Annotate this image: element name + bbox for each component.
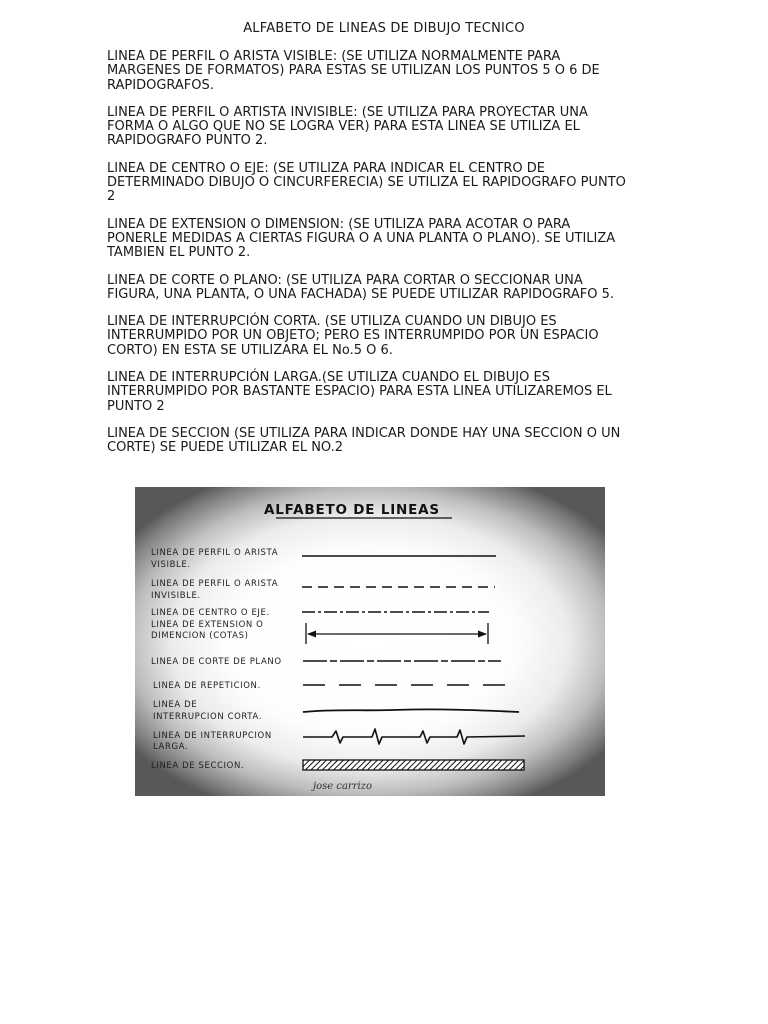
- label-dimension-line-2: DIMENCION (COTAS): [151, 631, 249, 641]
- label-hidden-line-1: LINEA DE PERFIL O ARISTA: [151, 579, 279, 589]
- paragraph-center-line: LINEA DE CENTRO O EJE: (SE UTILIZA PARA INDICAR EL CENTRO DE DETERMINADO DIBUJO O CINCURFERECIA) SE UTILIZA EL RAPIDOGRAFO PUNTO 2: [107, 160, 626, 205]
- figure-signature: jose carrizo: [313, 781, 372, 792]
- paragraph-long-break-line: LINEA DE INTERRUPCIÓN LARGA.(SE UTILIZA CUANDO EL DIBUJO ES INTERRUMPIDO POR BASTANTE ESPACIO) PARA ESTA LINEA UTILIZAREMOS EL PUNTO 2: [107, 370, 612, 414]
- label-long-break-line-1: LINEA DE INTERRUPCION: [153, 731, 272, 741]
- label-dimension-line-1: LINEA DE EXTENSION O: [151, 620, 264, 630]
- figure-title: ALFABETO DE LINEAS: [264, 502, 440, 518]
- paragraph-section-line: LINEA DE SECCION (SE UTILIZA PARA INDICAR DONDE HAY UNA SECCION O UN CORTE) SE PUEDE UTILIZAR EL NO.2: [107, 425, 621, 456]
- paragraph-short-break-line: LINEA DE INTERRUPCIÓN CORTA. (SE UTILIZA CUANDO UN DIBUJO ES INTERRUMPIDO POR UN OBJETO; PERO ES INTERRUMPIDO POR UN ESPACIO CORTO) EN ESTA SE UTILIZARA EL No.5 O 6.: [107, 314, 599, 358]
- sample-dimension-line: [306, 623, 488, 644]
- label-section-line: LINEA DE SECCION.: [151, 761, 245, 771]
- document-title: ALFABETO DE LINEAS DE DIBUJO TECNICO: [243, 21, 525, 36]
- sample-section-line: [303, 760, 524, 770]
- label-visible-line-2: VISIBLE.: [151, 560, 191, 570]
- line-alphabet-drawing: [135, 487, 605, 796]
- label-visible-line-1: LINEA DE PERFIL O ARISTA: [151, 548, 279, 558]
- label-cutting-plane-line: LINEA DE CORTE DE PLANO: [151, 657, 282, 667]
- label-short-break-line-1: LINEA DE: [153, 700, 198, 710]
- document-body: [107, 50, 667, 469]
- paragraph-hidden-line: LINEA DE PERFIL O ARTISTA INVISIBLE: (SE UTILIZA PARA PROYECTAR UNA FORMA O ALGO QUE NO SE LOGRA VER) PARA ESTA LINEA SE UTILIZA EL RAPIDOGRAFO PUNTO 2.: [107, 104, 588, 149]
- paragraph-visible-line: LINEA DE PERFIL O ARISTA VISIBLE: (SE UTILIZA NORMALMENTE PARA MARGENES DE FORMATOS) PARA ESTAS SE UTILIZAN LOS PUNTOS 5 O 6 DE RAPIDOGRAFOS.: [107, 49, 600, 93]
- paragraph-dimension-line: LINEA DE EXTENSION O DIMENSION: (SE UTILIZA PARA ACOTAR O PARA PONERLE MEDIDAS A CIERTAS FIGURA O A UNA PLANTA O PLANO). SE UTILIZA TAMBIEN EL PUNTO 2.: [107, 216, 616, 261]
- label-repetition-line: LINEA DE REPETICION.: [153, 681, 261, 691]
- line-alphabet-figure: [135, 487, 605, 796]
- label-hidden-line-2: INVISIBLE.: [151, 591, 201, 601]
- label-long-break-line-2: LARGA.: [153, 742, 189, 752]
- paragraph-cutting-plane-line: LINEA DE CORTE O PLANO: (SE UTILIZA PARA CORTAR O SECCIONAR UNA FIGURA, UNA PLANTA, O UNA FACHADA) SE PUEDE UTILIZAR RAPIDOGRAFO 5.: [107, 272, 615, 302]
- label-center-line: LINEA DE CENTRO O EJE.: [151, 608, 270, 618]
- sample-long-break-line: [303, 729, 525, 744]
- label-short-break-line-2: INTERRUPCION CORTA.: [153, 712, 262, 722]
- sample-short-break-line: [303, 709, 519, 712]
